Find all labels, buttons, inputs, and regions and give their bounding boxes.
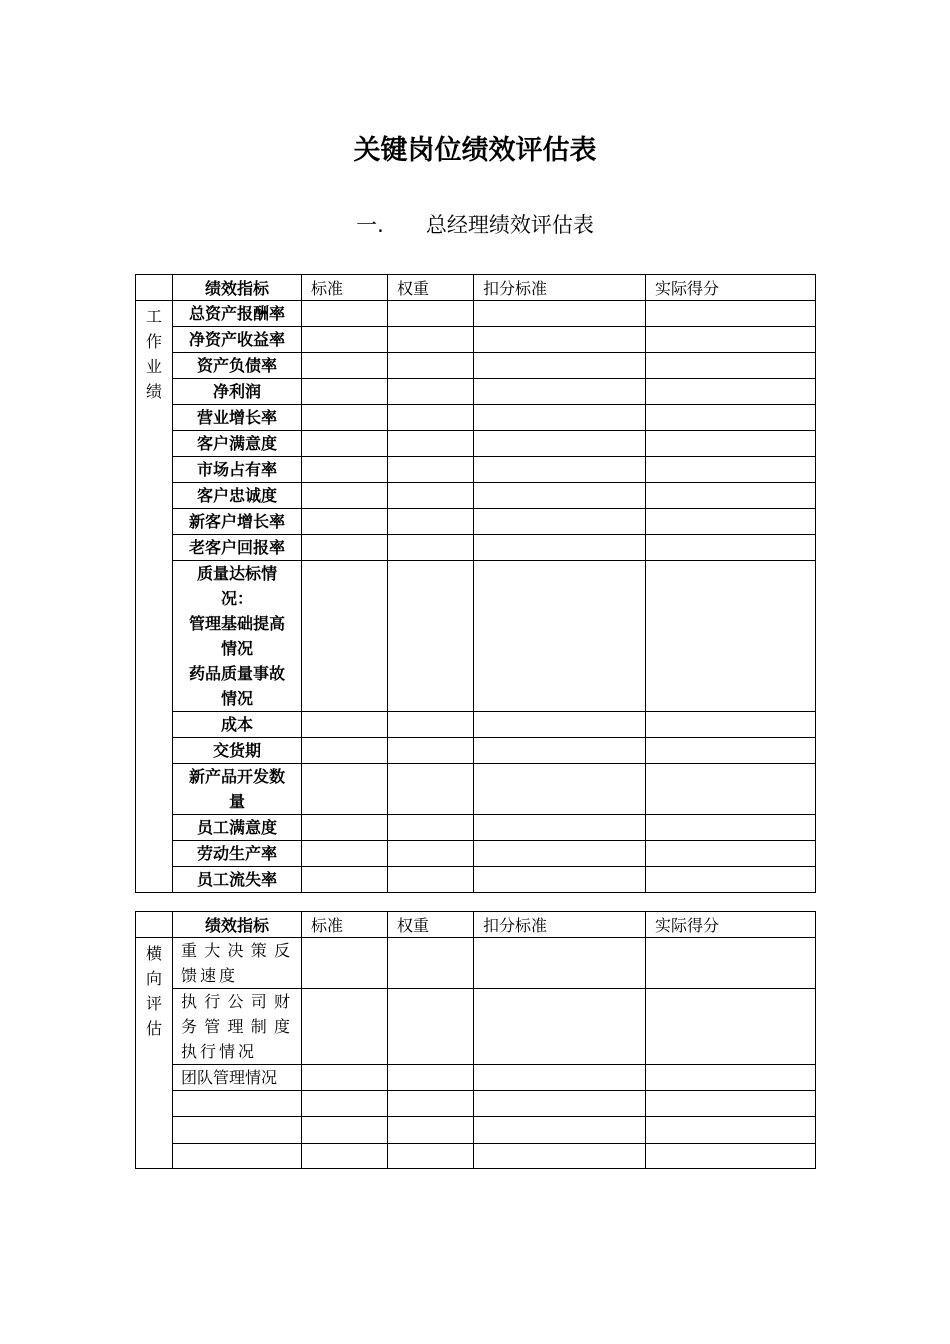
indicator-cell: 营业增长率 (173, 405, 302, 431)
deduction-cell[interactable] (474, 1117, 646, 1144)
score-cell[interactable] (646, 457, 816, 483)
standard-cell[interactable] (302, 1117, 388, 1144)
table-row (136, 327, 816, 353)
score-cell[interactable] (646, 1117, 816, 1144)
section-number: 一. (356, 213, 384, 237)
deduction-cell[interactable] (474, 1091, 646, 1117)
indicator-cell: 总资产报酬率 (173, 301, 302, 327)
empty-table-row (136, 1144, 816, 1169)
indicator-cell[interactable] (173, 1091, 302, 1117)
table-row (136, 431, 816, 457)
deduction-cell[interactable] (474, 764, 646, 815)
score-cell[interactable] (646, 938, 816, 989)
header-blank-cell (136, 275, 173, 301)
standard-cell[interactable] (302, 764, 388, 815)
page-title: 关键岗位绩效评估表 (353, 135, 597, 166)
table-row (136, 989, 816, 1065)
table-row (136, 815, 816, 841)
weight-cell[interactable] (388, 1065, 474, 1091)
table-header-row (136, 275, 816, 301)
header-indicator: 绩效指标 (173, 275, 302, 301)
deduction-cell[interactable] (474, 712, 646, 738)
header-indicator: 绩效指标 (173, 912, 302, 938)
standard-cell[interactable] (302, 457, 388, 483)
deduction-cell[interactable] (474, 431, 646, 457)
header-deduction: 扣分标准 (474, 912, 646, 938)
deduction-cell[interactable] (474, 535, 646, 561)
indicator-cell-new-product: 新产品开发数 量 (173, 764, 302, 815)
indicator-cell: 团队管理情况 (173, 1065, 302, 1091)
deduction-cell[interactable] (474, 379, 646, 405)
deduction-cell[interactable] (474, 815, 646, 841)
table-row (136, 1065, 816, 1091)
standard-cell[interactable] (302, 405, 388, 431)
indicator-cell: 劳动生产率 (173, 841, 302, 867)
empty-table-row (136, 1117, 816, 1144)
weight-cell[interactable] (388, 1117, 474, 1144)
weight-cell[interactable] (388, 989, 474, 1065)
indicator-cell: 成本 (173, 712, 302, 738)
lateral-evaluation-table (135, 911, 816, 1169)
header-standard: 标准 (302, 275, 388, 301)
weight-cell[interactable] (388, 301, 474, 327)
table-row (136, 483, 816, 509)
weight-cell[interactable] (388, 815, 474, 841)
indicator-cell: 交货期 (173, 738, 302, 764)
weight-cell[interactable] (388, 867, 474, 893)
weight-cell[interactable] (388, 327, 474, 353)
standard-cell[interactable] (302, 509, 388, 535)
standard-cell[interactable] (302, 483, 388, 509)
weight-cell[interactable] (388, 353, 474, 379)
indicator-cell: 客户满意度 (173, 431, 302, 457)
table-row (136, 867, 816, 893)
weight-cell[interactable] (388, 405, 474, 431)
indicator-cell: 员工满意度 (173, 815, 302, 841)
weight-cell[interactable] (388, 938, 474, 989)
weight-cell[interactable] (388, 431, 474, 457)
deduction-cell[interactable] (474, 457, 646, 483)
deduction-cell[interactable] (474, 301, 646, 327)
section-title: 总经理绩效评估表 (425, 213, 594, 237)
header-actual-score: 实际得分 (646, 912, 816, 938)
score-cell[interactable] (646, 867, 816, 893)
indicator-cell: 净利润 (173, 379, 302, 405)
header-weight: 权重 (388, 275, 474, 301)
indicator-cell: 重大决策反馈速度 (173, 938, 302, 989)
score-cell[interactable] (646, 1065, 816, 1091)
deduction-cell[interactable] (474, 483, 646, 509)
indicator-cell: 新客户增长率 (173, 509, 302, 535)
table-row (136, 379, 816, 405)
standard-cell[interactable] (302, 989, 388, 1065)
weight-cell[interactable] (388, 483, 474, 509)
score-cell[interactable] (646, 327, 816, 353)
table-row (136, 938, 816, 989)
category-lateral-evaluation: 横 向 评 估 (136, 938, 173, 1169)
weight-cell[interactable] (388, 561, 474, 712)
indicator-cell: 市场占有率 (173, 457, 302, 483)
table-row (136, 301, 816, 327)
standard-cell[interactable] (302, 815, 388, 841)
deduction-cell[interactable] (474, 841, 646, 867)
table-row (136, 353, 816, 379)
score-cell[interactable] (646, 535, 816, 561)
category-work-performance: 工 作 业 绩 (136, 301, 173, 893)
score-cell[interactable] (646, 712, 816, 738)
standard-cell[interactable] (302, 353, 388, 379)
weight-cell[interactable] (388, 457, 474, 483)
gm-evaluation-table (135, 274, 816, 893)
table-row (136, 457, 816, 483)
table-row (136, 509, 816, 535)
deduction-cell[interactable] (474, 989, 646, 1065)
standard-cell[interactable] (302, 738, 388, 764)
score-cell[interactable] (646, 301, 816, 327)
standard-cell[interactable] (302, 561, 388, 712)
empty-table-row (136, 1091, 816, 1117)
header-standard: 标准 (302, 912, 388, 938)
standard-cell[interactable] (302, 301, 388, 327)
standard-cell[interactable] (302, 841, 388, 867)
table-row (136, 561, 816, 712)
weight-cell[interactable] (388, 1144, 474, 1169)
deduction-cell[interactable] (474, 353, 646, 379)
table-row (136, 405, 816, 431)
weight-cell[interactable] (388, 1091, 474, 1117)
score-cell[interactable] (646, 764, 816, 815)
score-cell[interactable] (646, 483, 816, 509)
standard-cell[interactable] (302, 867, 388, 893)
deduction-cell[interactable] (474, 405, 646, 431)
standard-cell[interactable] (302, 379, 388, 405)
header-actual-score: 实际得分 (646, 275, 816, 301)
score-cell[interactable] (646, 989, 816, 1065)
weight-cell[interactable] (388, 738, 474, 764)
score-cell[interactable] (646, 561, 816, 712)
indicator-cell[interactable] (173, 1117, 302, 1144)
table-row (136, 764, 816, 815)
indicator-cell[interactable] (173, 1144, 302, 1169)
deduction-cell[interactable] (474, 1144, 646, 1169)
score-cell[interactable] (646, 353, 816, 379)
weight-cell[interactable] (388, 379, 474, 405)
standard-cell[interactable] (302, 712, 388, 738)
score-cell[interactable] (646, 815, 816, 841)
table-row (136, 535, 816, 561)
weight-cell[interactable] (388, 712, 474, 738)
weight-cell[interactable] (388, 535, 474, 561)
table-row (136, 841, 816, 867)
standard-cell[interactable] (302, 327, 388, 353)
table-row (136, 712, 816, 738)
indicator-cell: 资产负债率 (173, 353, 302, 379)
weight-cell[interactable] (388, 764, 474, 815)
score-cell[interactable] (646, 379, 816, 405)
standard-cell[interactable] (302, 1065, 388, 1091)
indicator-cell: 老客户回报率 (173, 535, 302, 561)
indicator-cell: 员工流失率 (173, 867, 302, 893)
weight-cell[interactable] (388, 509, 474, 535)
header-weight: 权重 (388, 912, 474, 938)
standard-cell[interactable] (302, 535, 388, 561)
standard-cell[interactable] (302, 431, 388, 457)
standard-cell[interactable] (302, 1144, 388, 1169)
table-row (136, 738, 816, 764)
indicator-cell: 执行公司财务管理制度执行情况 (173, 989, 302, 1065)
standard-cell[interactable] (302, 938, 388, 989)
score-cell[interactable] (646, 1144, 816, 1169)
deduction-cell[interactable] (474, 561, 646, 712)
deduction-cell[interactable] (474, 867, 646, 893)
weight-cell[interactable] (388, 841, 474, 867)
standard-cell[interactable] (302, 1091, 388, 1117)
score-cell[interactable] (646, 431, 816, 457)
score-cell[interactable] (646, 738, 816, 764)
deduction-cell[interactable] (474, 327, 646, 353)
deduction-cell[interactable] (474, 938, 646, 989)
header-deduction: 扣分标准 (474, 275, 646, 301)
indicator-cell: 客户忠诚度 (173, 483, 302, 509)
score-cell[interactable] (646, 405, 816, 431)
score-cell[interactable] (646, 509, 816, 535)
deduction-cell[interactable] (474, 1065, 646, 1091)
deduction-cell[interactable] (474, 738, 646, 764)
score-cell[interactable] (646, 841, 816, 867)
header-blank-cell (136, 912, 173, 938)
indicator-cell-quality: 质量达标情 况： 管理基础提高 情况 药品质量事故 情况 (173, 561, 302, 712)
section-heading (0, 208, 950, 242)
table-header-row (136, 912, 816, 938)
score-cell[interactable] (646, 1091, 816, 1117)
deduction-cell[interactable] (474, 509, 646, 535)
indicator-cell: 净资产收益率 (173, 327, 302, 353)
